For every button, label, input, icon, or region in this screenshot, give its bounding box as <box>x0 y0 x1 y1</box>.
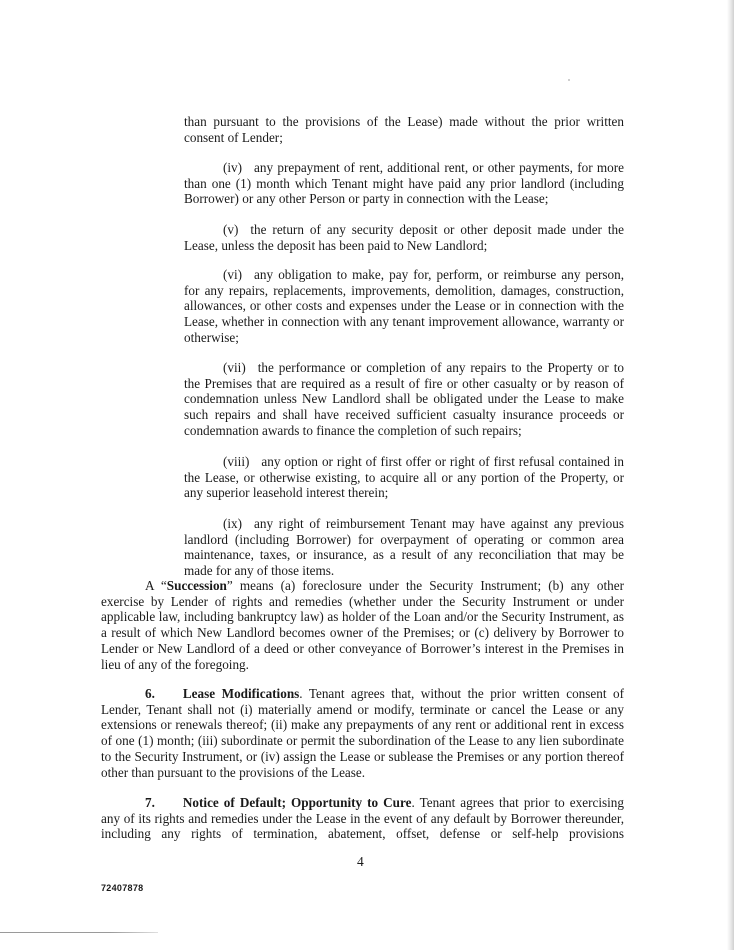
section-7-text: . Tenant agrees that prior to exercising any of its rights and remedies under the Lease in the event of any default by Borrower thereunder, including any rights of termination, abatement, offset, defense or self-help provisions <box>101 795 624 842</box>
scan-page-edge <box>727 0 734 950</box>
succession-definition: A “Succession” means (a) foreclosure under the Security Instrument; (b) any other exercise by Lender of rights and remedies (whether under the Security Instrument or under applicable law, including bankruptcy law) as holder of the Loan and/or the Security Instrument, as a result of which New Landlord becomes owner of the Premises; or (c) delivery by Borrower to Lender or New Landlord of a deed or other conveyance of Borrower’s interest in the Premises in lieu of any of the foregoing. <box>101 578 624 672</box>
clause-iv-label: (iv) <box>223 160 243 175</box>
continuation-paragraph: than pursuant to the provisions of the Lease) made without the prior written consent of Lender; <box>184 114 624 145</box>
clause-v-text: the return of any security deposit or other deposit made under the Lease, unless the deposit has been paid to New Landlord; <box>184 222 624 253</box>
clause-viii-text: any option or right of first offer or right of first refusal contained in the Lease, or otherwise existing, to acquire all or any portion of the Property, or any superior leasehold interest therein; <box>184 454 624 501</box>
page-number: 4 <box>357 854 364 869</box>
clause-vi-label: (vi) <box>223 267 243 282</box>
clause-iv-text: any prepayment of rent, additional rent, or other payments, for more than one (1) month which Tenant might have paid any prior landlord (including Borrower) or any other Person or party in connection with the Lease; <box>184 160 624 207</box>
clause-viii <box>184 454 624 501</box>
clause-vii <box>184 360 624 439</box>
clause-vi <box>184 267 624 346</box>
clause-vii-text: the performance or completion of any repairs to the Property or to the Premises that are required as a result of fire or other casualty or by reason of condemnation unless New Landlord shall be obligated under the Lease to make such repairs and shall have received sufficient casualty insurance proceeds or condemnation awards to finance the completion of such repairs; <box>184 360 624 438</box>
section-7-title: Notice of Default; Opportunity to Cure <box>182 795 412 810</box>
section-6-lease-modifications <box>101 686 624 780</box>
clause-v-label: (v) <box>223 222 239 237</box>
clause-vi-text: any obligation to make, pay for, perform, or reimburse any person, for any repairs, replacements, improvements, demolition, damages, construction, allowances, or other costs and expenses under the Lease or in connection with the Lease, whether in connection with any tenant improvement allowance, warranty or otherwise; <box>184 267 624 345</box>
document-id: 72407878 <box>101 883 144 893</box>
section-7-notice-of-default <box>101 795 624 842</box>
section-6-text: . Tenant agrees that, without the prior written consent of Lender, Tenant shall not (i) materially amend or modify, terminate or cancel the Lease or any extensions or renewals thereof; (ii) make any prepayments of any rent or additional rent in excess of one (1) month; (iii) subordinate or permit the subordination of the Lease to any lien subordinate to the Security Instrument, or (iv) assign the Lease or sublease the Premises or any portion thereof other than pursuant to the provisions of the Lease. <box>101 686 624 780</box>
clause-viii-label: (viii) <box>223 454 250 469</box>
succession-term: Succession <box>166 578 227 593</box>
clause-iv <box>184 160 624 207</box>
section-6-number: 6. <box>145 686 155 701</box>
scan-artifact-line <box>0 932 158 933</box>
clause-v <box>184 222 624 253</box>
scan-speck <box>568 79 570 81</box>
section-7-number: 7. <box>145 795 155 810</box>
clause-ix-text: any right of reimbursement Tenant may have against any previous landlord (including Borrower) for overpayment of operating or common area maintenance, taxes, or insurance, as a result of any reconciliation that may be made for any of those items. <box>184 516 624 579</box>
clause-ix <box>184 516 624 579</box>
clause-vii-label: (vii) <box>223 360 246 375</box>
section-6-title: Lease Modifications <box>182 686 300 701</box>
clause-ix-label: (ix) <box>223 516 243 531</box>
